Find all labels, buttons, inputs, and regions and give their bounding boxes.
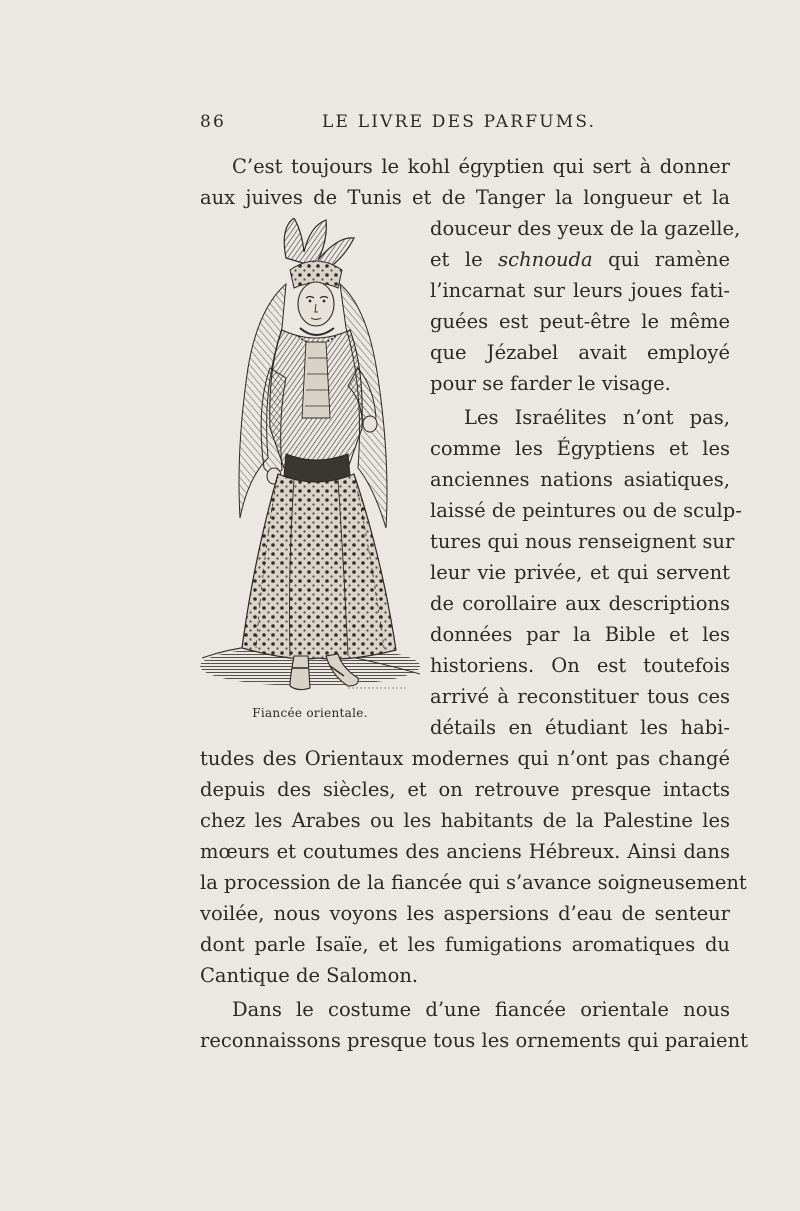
- text-line: reconnaissons presque tous les ornements qui paraient: [200, 1029, 748, 1052]
- text-line: leur vie privée, et qui servent: [430, 561, 730, 584]
- figure-caption: Fiancée orientale.: [252, 706, 368, 720]
- text-line: arrivé à reconstituer tous ces: [430, 685, 730, 708]
- text-line: chez les Arabes ou les habitants de la Palestine les: [200, 809, 730, 832]
- text-line: tures qui nous renseignent sur: [430, 530, 735, 553]
- text-line: laissé de peintures ou de sculp-: [430, 499, 742, 522]
- running-title: LE LIVRE DES PARFUMS.: [322, 112, 597, 132]
- text-line: historiens. On est toutefois: [430, 654, 730, 677]
- text-line: de corollaire aux descriptions: [430, 592, 730, 615]
- italic-term: schnouda: [498, 248, 593, 271]
- engraving-figure-bride-icon: [198, 218, 420, 700]
- text-line: comme les Égyptiens et les: [430, 437, 730, 460]
- text-line: Cantique de Salomon.: [200, 964, 419, 987]
- text-line: la procession de la fiancée qui s’avance soigneusement: [200, 871, 747, 894]
- text-line: aux juives de Tunis et de Tanger la longueur et la: [200, 186, 730, 209]
- text-line: voilée, nous voyons les aspersions d’eau de senteur: [200, 902, 730, 925]
- text-span: et le: [430, 248, 483, 271]
- text-line: douceur des yeux de la gazelle,: [430, 217, 741, 240]
- text-line: dont parle Isaïe, et les fumigations aromatiques du: [200, 933, 730, 956]
- text-line: l’incarnat sur leurs joues fati-: [430, 279, 730, 302]
- text-line: C’est toujours le kohl égyptien qui sert à donner: [232, 155, 730, 178]
- page-header: [200, 112, 730, 142]
- text-line: Dans le costume d’une fiancée orientale nous: [232, 998, 730, 1021]
- text-line: détails en étudiant les habi-: [430, 716, 730, 739]
- text-line: mœurs et coutumes des anciens Hébreux. Ainsi dans: [200, 840, 730, 863]
- text-line: guées est peut-être le même: [430, 310, 730, 333]
- text-line: anciennes nations asiatiques,: [430, 468, 730, 491]
- text-line: tudes des Orientaux modernes qui n’ont pas changé: [200, 747, 730, 770]
- text-line: Les Israélites n’ont pas,: [464, 406, 730, 429]
- text-line-mixed: [430, 245, 730, 275]
- text-line: que Jézabel avait employé: [430, 341, 730, 364]
- text-line: pour se farder le visage.: [430, 372, 671, 395]
- text-line: données par la Bible et les: [430, 623, 730, 646]
- text-line: depuis des siècles, et on retrouve presque intacts: [200, 778, 730, 801]
- page-number: 86: [200, 112, 227, 132]
- text-span: qui ramène: [608, 248, 730, 271]
